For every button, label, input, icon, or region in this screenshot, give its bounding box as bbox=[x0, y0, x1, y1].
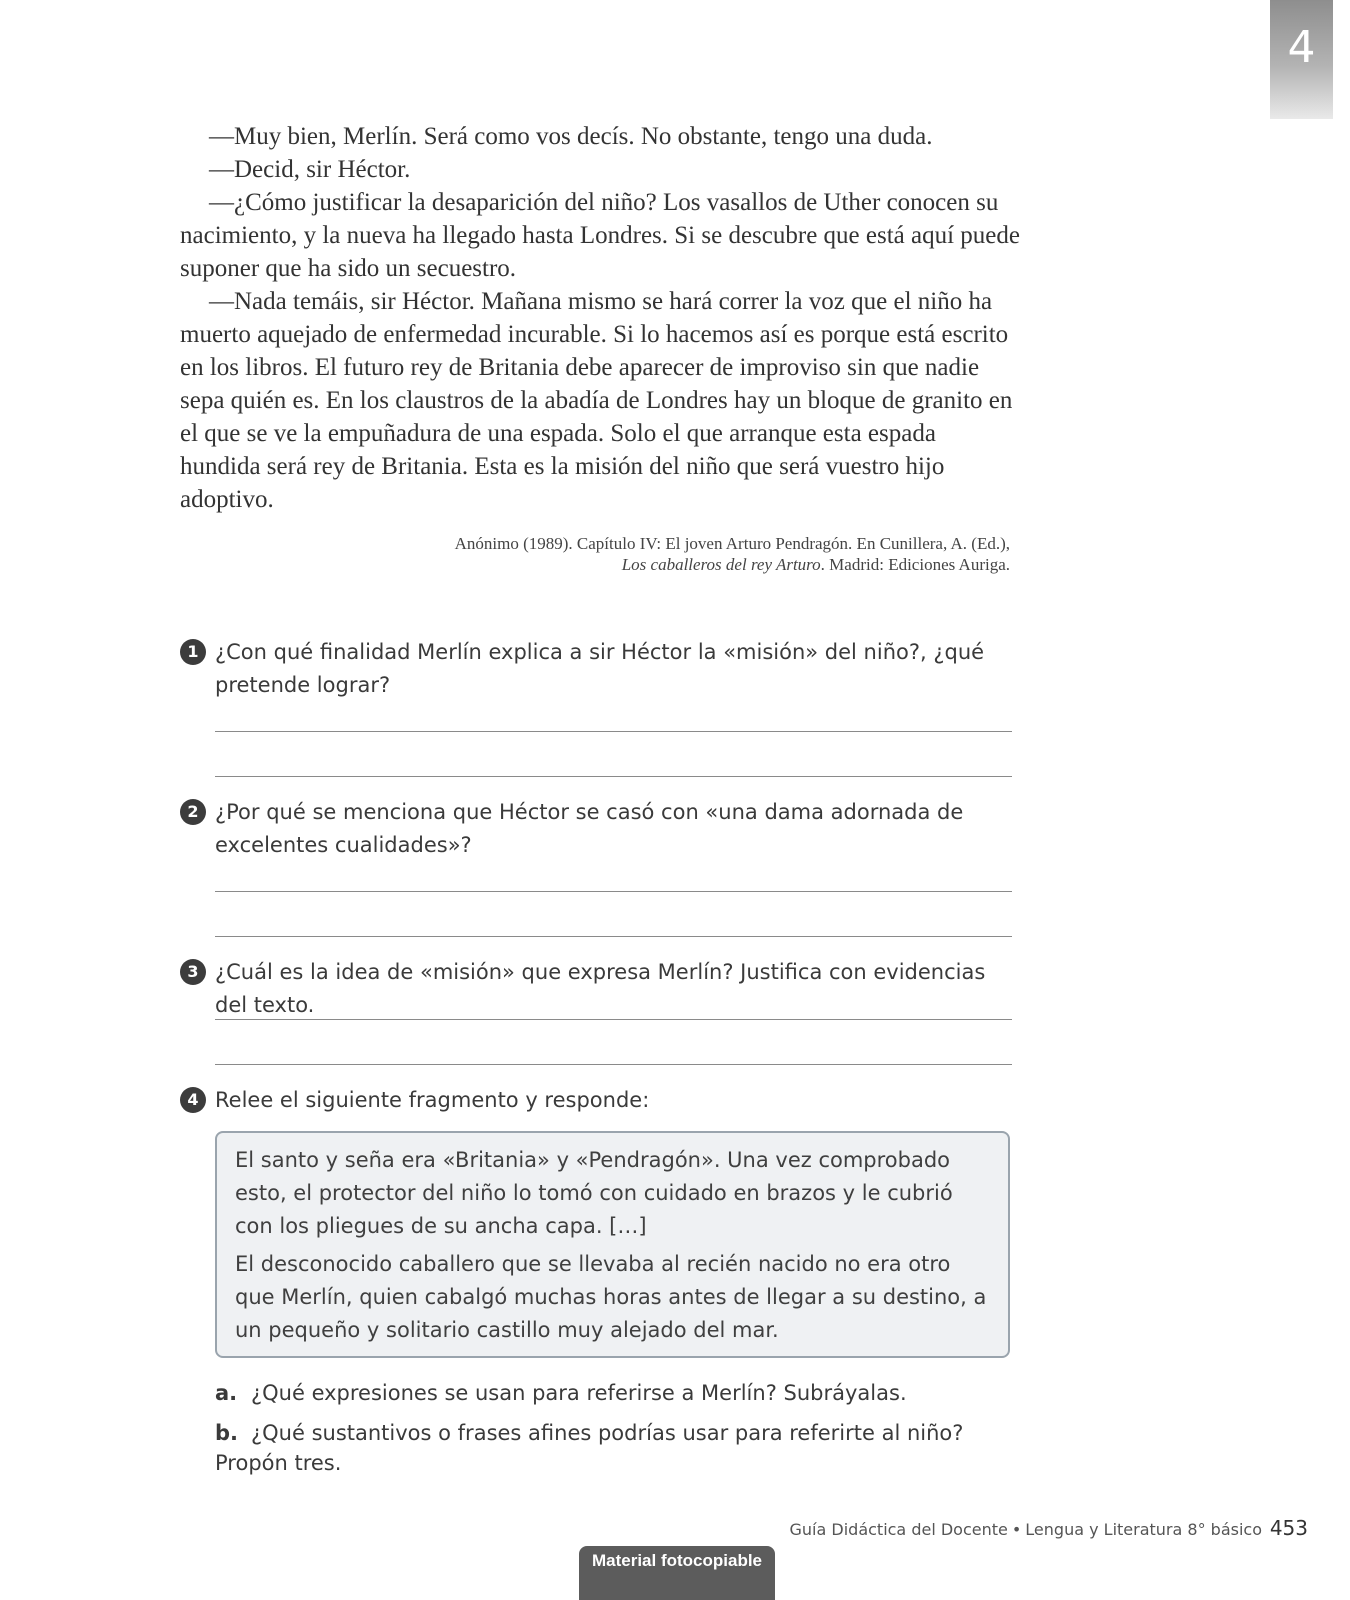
fragment-paragraph: El desconocido caballero que se llevaba al recién nacido no era otro que Merlín, quien cabalgó muchas horas antes de llegar a su destino, a un pequeño y solitario castillo muy alejado del mar. bbox=[235, 1252, 987, 1342]
chapter-number-tab bbox=[1270, 0, 1333, 119]
citation-line-1: Anónimo (1989). Capítulo IV: El joven Arturo Pendragón. En Cunillera, A. (Ed.), bbox=[454, 534, 1010, 553]
answer-line[interactable] bbox=[215, 1064, 1012, 1065]
answer-line[interactable] bbox=[215, 731, 1012, 732]
story-paragraph: —Decid, sir Héctor. bbox=[209, 156, 411, 183]
sub-question-letter: b. bbox=[215, 1421, 239, 1445]
question-text: Relee el siguiente fragmento y responde: bbox=[215, 1088, 650, 1112]
answer-line[interactable] bbox=[215, 776, 1012, 777]
question-text: ¿Por qué se menciona que Héctor se casó con «una dama adornada de excelentes cualidades»? bbox=[215, 800, 964, 857]
story-paragraph: —Muy bien, Merlín. Será como vos decís. No obstante, tengo una duda. bbox=[209, 123, 933, 150]
source-citation bbox=[180, 533, 1010, 575]
story-excerpt bbox=[180, 120, 1020, 516]
page-number: 453 bbox=[1269, 1516, 1308, 1540]
question-number-badge: 4 bbox=[180, 1087, 206, 1113]
question-number-badge: 2 bbox=[180, 799, 206, 825]
sub-question-b bbox=[215, 1418, 1035, 1478]
footer-credit bbox=[790, 1520, 1262, 1539]
citation-publisher: . Madrid: Ediciones Auriga. bbox=[820, 555, 1010, 574]
citation-line-2 bbox=[180, 554, 1010, 575]
question-text: ¿Con qué finalidad Merlín explica a sir Héctor la «misión» del niño?, ¿qué pretende lograr? bbox=[215, 640, 985, 697]
question-1 bbox=[180, 636, 1020, 702]
sub-question-text: ¿Qué sustantivos o frases afines podrías usar para referirte al niño? Propón tres. bbox=[215, 1421, 964, 1475]
sub-question-a bbox=[215, 1378, 1035, 1408]
fragment-box bbox=[215, 1131, 1010, 1358]
question-number-badge: 1 bbox=[180, 639, 206, 665]
question-4 bbox=[180, 1084, 1020, 1117]
story-paragraph: —Nada temáis, sir Héctor. Mañana mismo se hará correr la voz que el niño ha muerto aquejado de enfermedad incurable. Si lo hacemos así es porque está escrito en los libros. El futuro rey de Britania debe aparecer de improviso sin que nadie sepa quién es. En los claustros de la abadía de Londres hay un bloque de granito en el que se ve la empuñadura de una espada. Solo el que arranque esta espada hundida será rey de Britania. Esta es la misión del niño que será vuestro hijo adoptivo. bbox=[180, 288, 1013, 513]
fragment-paragraph: El santo y seña era «Britania» y «Pendragón». Una vez comprobado esto, el protector del niño lo tomó con cuidado en brazos y le cubrió con los pliegues de su ancha capa. […] bbox=[235, 1148, 953, 1238]
footer-separator: • bbox=[1011, 1520, 1022, 1539]
question-text: ¿Cuál es la idea de «misión» que expresa Merlín? Justifica con evidencias del texto. bbox=[215, 960, 986, 1017]
answer-line[interactable] bbox=[215, 891, 1012, 892]
answer-line[interactable] bbox=[215, 1019, 1012, 1020]
answer-line[interactable] bbox=[215, 936, 1012, 937]
question-2 bbox=[180, 796, 1020, 862]
chapter-number: 4 bbox=[1287, 22, 1316, 73]
sub-question-text: ¿Qué expresiones se usan para referirse a Merlín? Subráyalas. bbox=[251, 1381, 907, 1405]
citation-book-title: Los caballeros del rey Arturo bbox=[621, 555, 821, 574]
question-number-badge: 3 bbox=[180, 959, 206, 985]
sub-question-letter: a. bbox=[215, 1381, 238, 1405]
photocopy-label: Material fotocopiable bbox=[579, 1546, 775, 1600]
story-paragraph: —¿Cómo justificar la desaparición del niño? Los vasallos de Uther conocen su nacimiento, y la nueva ha llegado hasta Londres. Si se descubre que está aquí puede suponer que ha sido un secuestro. bbox=[180, 189, 1020, 282]
footer-guide: Guía Didáctica del Docente bbox=[789, 1520, 1008, 1539]
question-3 bbox=[180, 956, 1020, 1022]
footer-subject: Lengua y Literatura 8° básico bbox=[1025, 1520, 1262, 1539]
